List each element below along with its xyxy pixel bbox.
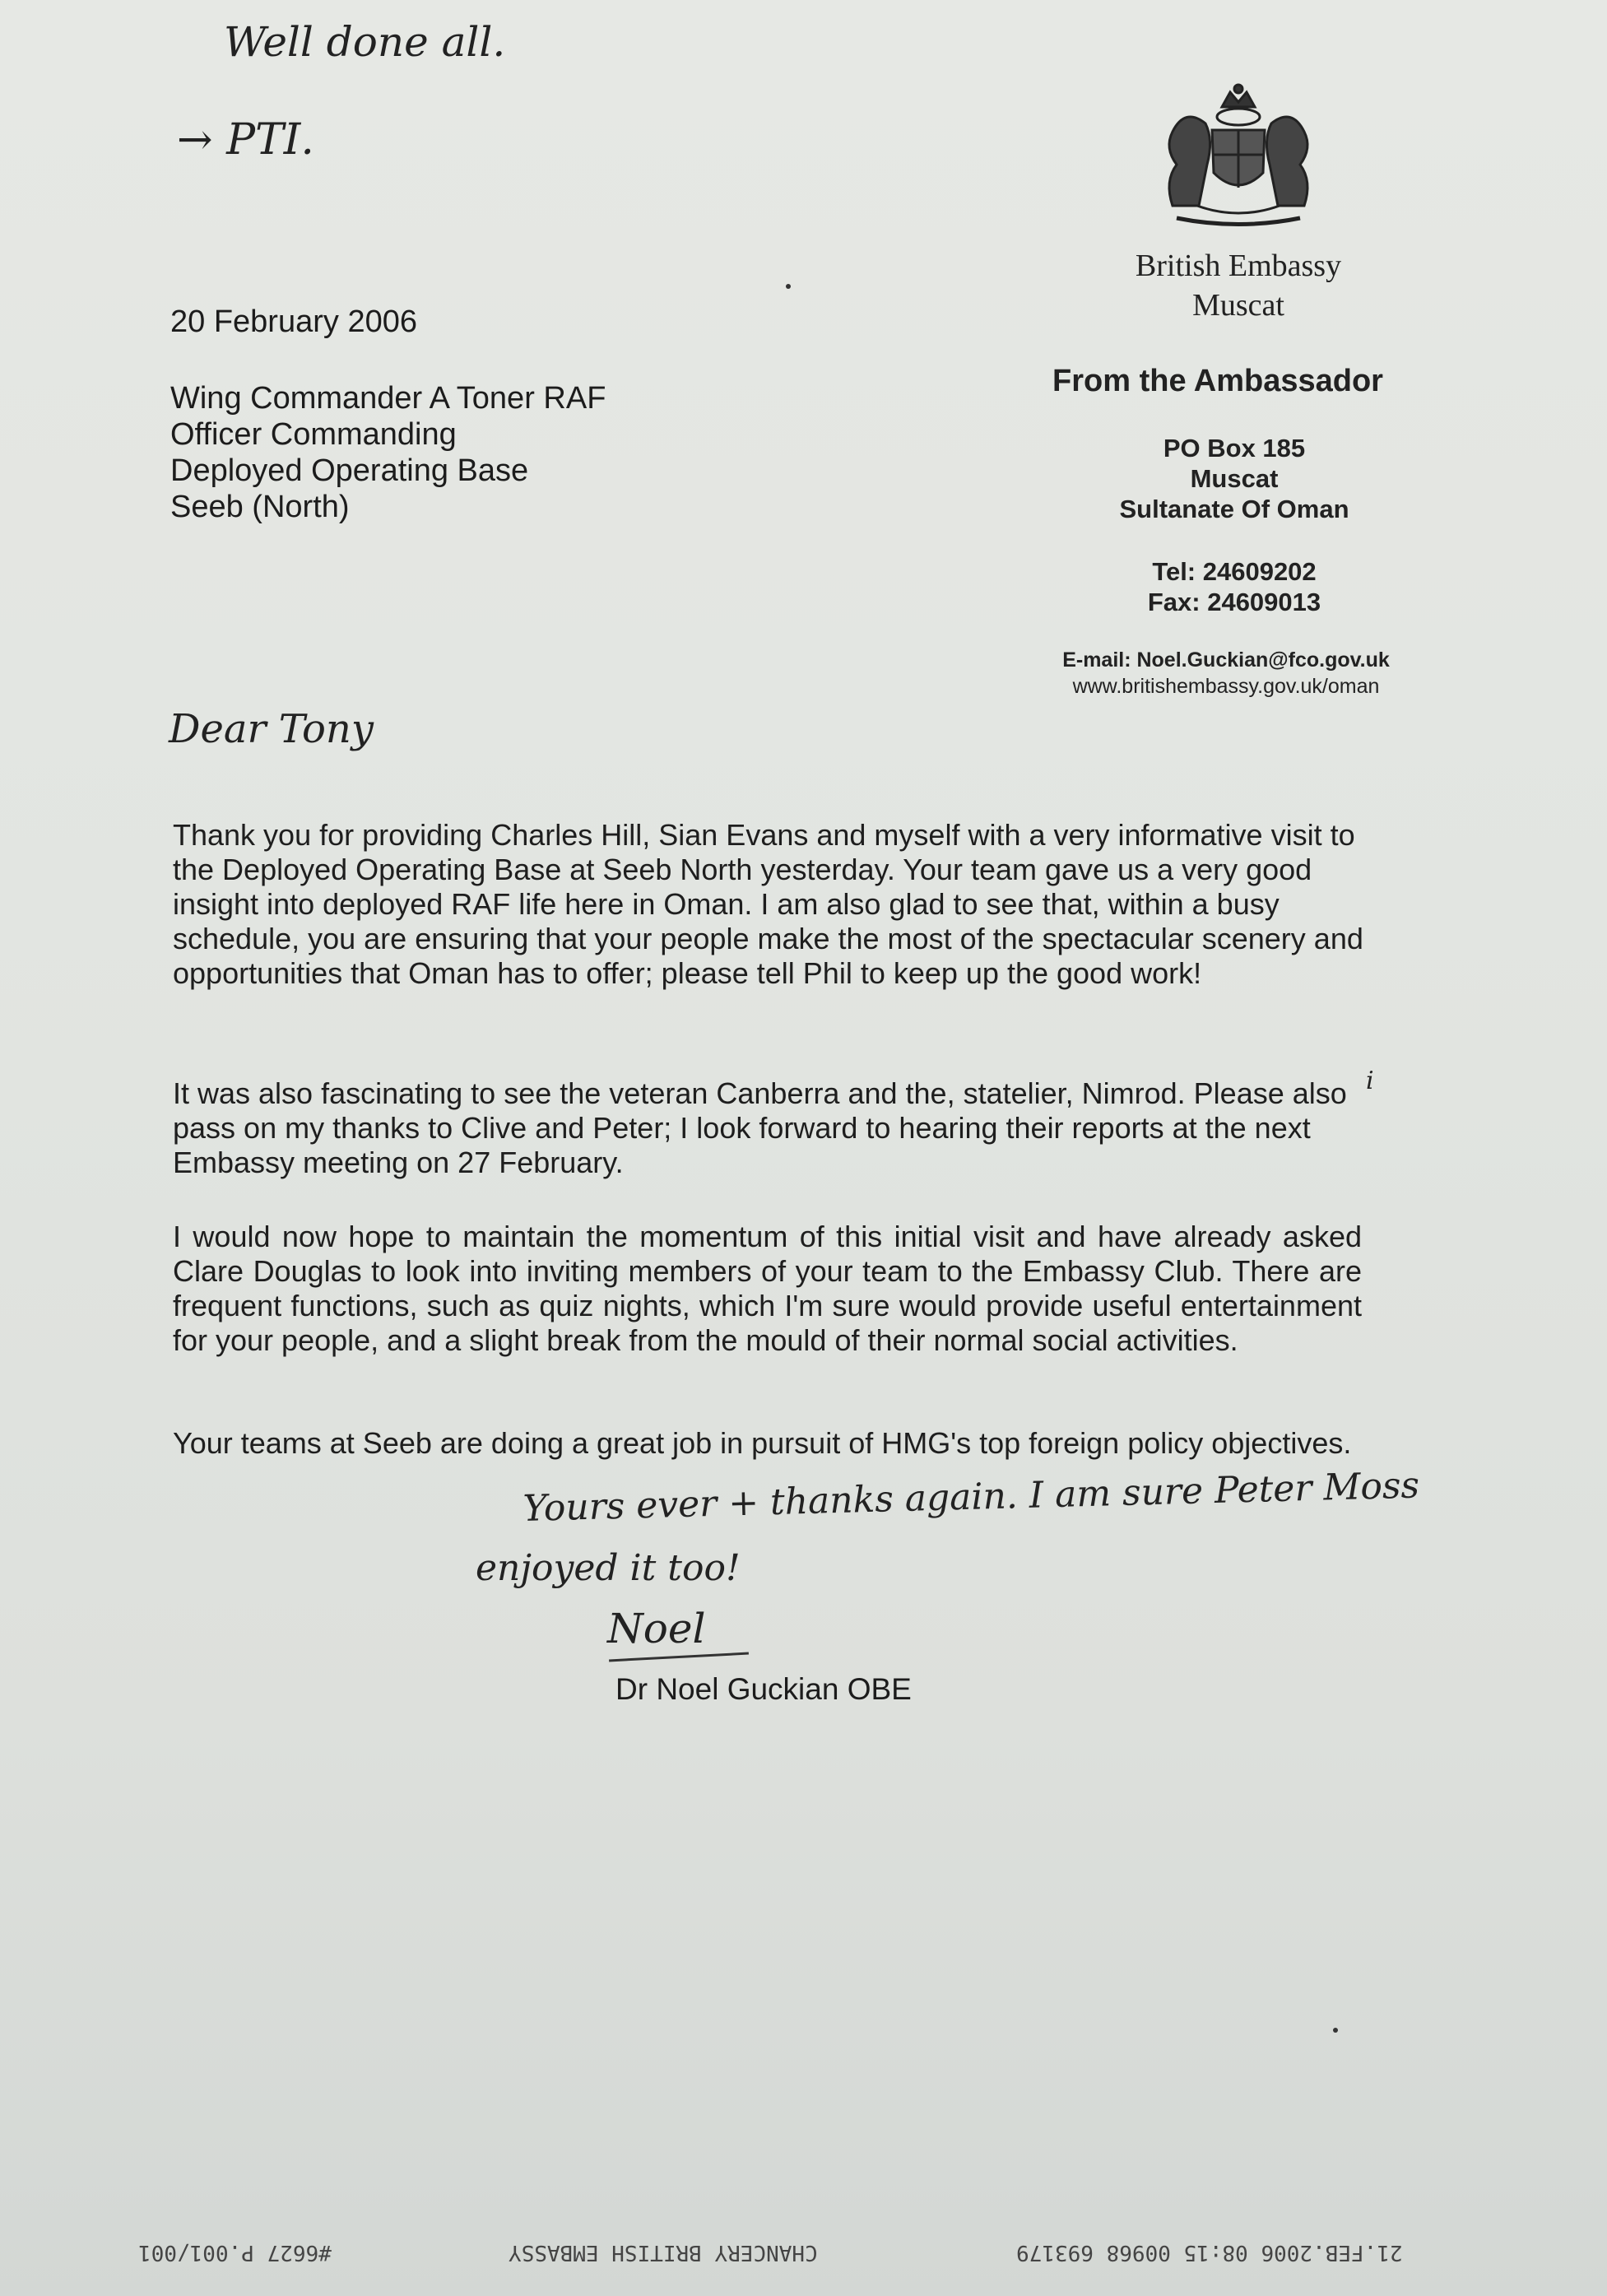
signature-underline bbox=[609, 1652, 749, 1662]
fax-header-page: #6627 P.001/001 bbox=[138, 2240, 332, 2265]
address-line: Muscat bbox=[1190, 464, 1279, 493]
from-the-ambassador: From the Ambassador bbox=[1052, 364, 1383, 398]
email-address: E-mail: Noel.Guckian@fco.gov.uk bbox=[1062, 648, 1390, 672]
letter-paragraph: It was also fascinating to see the veteran Canberra and the, statelier, Nimrod. Please also pass on my thanks to Clive and Peter; I look forward to hearing their reports at the next Embassy meeting on 27 February. bbox=[173, 1076, 1347, 1179]
handwritten-note-pti: → PTI. bbox=[177, 115, 314, 165]
recipient-line: Deployed Operating Base bbox=[170, 453, 529, 488]
fax-header-timestamp: 21.FEB.2006 08:15 00968 693179 bbox=[1016, 2240, 1403, 2265]
embassy-city: Muscat bbox=[1192, 288, 1284, 323]
royal-coat-of-arms-icon bbox=[1140, 82, 1337, 230]
fax-number: Fax: 24609013 bbox=[1147, 588, 1321, 616]
letter-paragraph: I would now hope to maintain the momentum of this initial visit and have already asked Clare Douglas to look into inviting members of your team to the Embassy Club. There are frequent functions, such as quiz nights, which I'm sure would provide useful entertainment for your people, and a slight break from the mould of their normal social activities. bbox=[173, 1220, 1362, 1357]
address-line: PO Box 185 bbox=[1163, 434, 1306, 462]
recipient-line: Officer Commanding bbox=[170, 417, 457, 452]
address-line: Sultanate Of Oman bbox=[1119, 495, 1349, 523]
recipient-block bbox=[170, 380, 606, 525]
signatory-name: Dr Noel Guckian OBE bbox=[615, 1672, 912, 1706]
handwritten-salutation: Dear Tony bbox=[169, 706, 374, 752]
letter-paragraph: Thank you for providing Charles Hill, Sian Evans and myself with a very informative visit to the Deployed Operating Base at Seeb North yesterday. Your team gave us a very good insight into deployed RAF life here in Oman. I am also glad to see that, within a busy schedule, you are ensuring that your people make the most of the spectacular scenery and opportunities that Oman has to offer; please tell Phil to keep up the good work! bbox=[173, 818, 1363, 990]
letter-date: 20 February 2006 bbox=[170, 304, 417, 339]
handwritten-note-well-done: Well done all. bbox=[224, 18, 506, 66]
handwritten-signature: Noel bbox=[607, 1605, 706, 1652]
letter-paragraph: Your teams at Seeb are doing a great job in pursuit of HMG's top foreign policy objectives. bbox=[173, 1426, 1352, 1460]
stray-mark bbox=[1333, 2028, 1338, 2033]
handwritten-closing-line: enjoyed it too! bbox=[476, 1547, 741, 1589]
telephone: Tel: 24609202 bbox=[1152, 557, 1317, 586]
embassy-name: British Embassy bbox=[1135, 249, 1342, 283]
margin-mark: i bbox=[1366, 1067, 1374, 1095]
website: www.britishembassy.gov.uk/oman bbox=[1072, 675, 1380, 698]
fax-header-sender: CHANCERY BRITISH EMBASSY bbox=[509, 2240, 818, 2265]
recipient-line: Wing Commander A Toner RAF bbox=[170, 381, 606, 416]
stray-mark bbox=[786, 284, 791, 289]
recipient-line: Seeb (North) bbox=[170, 490, 350, 524]
handwritten-closing-line: Yours ever + thanks again. I am sure Peter Moss bbox=[523, 1464, 1420, 1530]
